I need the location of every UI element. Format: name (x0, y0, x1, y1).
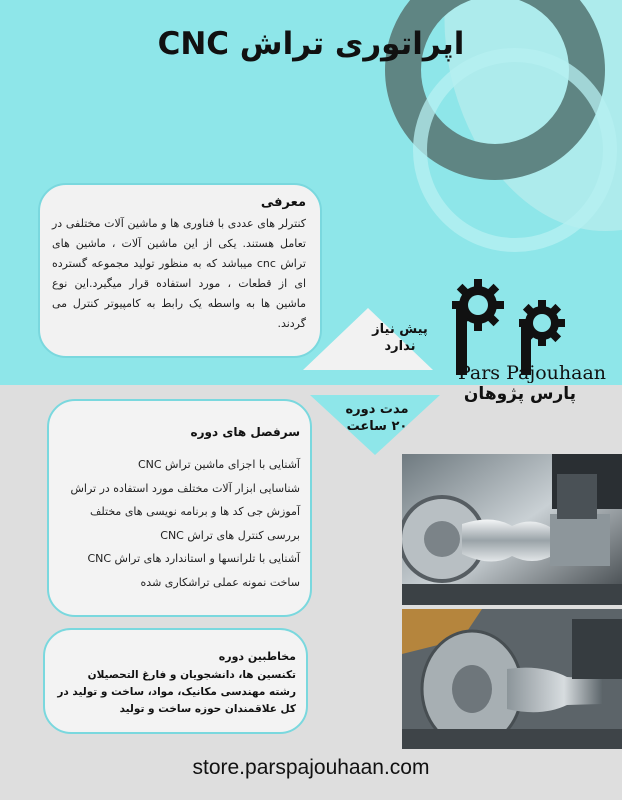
syllabus-item: بررسی کنترل های تراش CNC (160, 528, 300, 542)
audience-panel (43, 628, 308, 734)
syllabus-item: آشنایی با اجزای ماشین تراش CNC (137, 458, 300, 471)
syllabus-list (63, 453, 300, 594)
duration-label: مدت دوره (345, 402, 409, 417)
prerequisite-value: ندارد (384, 339, 416, 354)
website-link[interactable]: store.parspajouhaan.com (192, 756, 430, 779)
syllabus-heading: سرفصل های دوره (190, 425, 300, 439)
intro-text: کنترلر های عددی با فناوری ها و ماشین آلات مختلفی در تعامل هستند. یکی از این ماشین آلات ، ماشین های تراش cnc میباشد که به منظور تولید مجموعه گسترده ای از قطعات ، مورد استفاده قرار میگیرد.این نوع ماشین ها به واسطه یک رابط به کامپیوتر کنترل می گردند. (52, 217, 306, 330)
audience-text: تکنسین ها، دانشجویان و فارغ التحصیلان رشته مهندسی مکانیک، مواد، ساخت و تولید در کل علاقمندان حوزه ساخت و تولید (57, 669, 296, 715)
intro-panel (38, 183, 322, 358)
prerequisite-label: پیش نیاز (372, 322, 428, 337)
audience-heading: مخاطبین دوره (218, 650, 296, 663)
cnc-cutting-photo (402, 609, 622, 749)
syllabus-panel (47, 399, 312, 617)
syllabus-item: آشنایی با تلرانسها و استاندارد های تراش CNC (87, 552, 300, 565)
syllabus-item: شناسایی ابزار آلات مختلف مورد استفاده در تراش (70, 481, 300, 495)
duration-badge (322, 401, 432, 435)
syllabus-item: ساخت نمونه عملی تراشکاری شده (140, 575, 300, 589)
logo-persian-text: پارس پژوهان (463, 384, 577, 404)
logo-latin-text: Pars Pajouhaan (457, 362, 607, 383)
page-title: اپراتوری تراش CNC (157, 26, 465, 62)
intro-heading: معرفی (260, 195, 306, 210)
cnc-lathe-photo (402, 454, 622, 605)
pars-pajouhaan-logo (442, 275, 622, 383)
duration-value: ۲۰ ساعت (346, 419, 408, 434)
syllabus-item: آموزش جی کد ها و برنامه نویسی های مختلف (89, 505, 300, 518)
